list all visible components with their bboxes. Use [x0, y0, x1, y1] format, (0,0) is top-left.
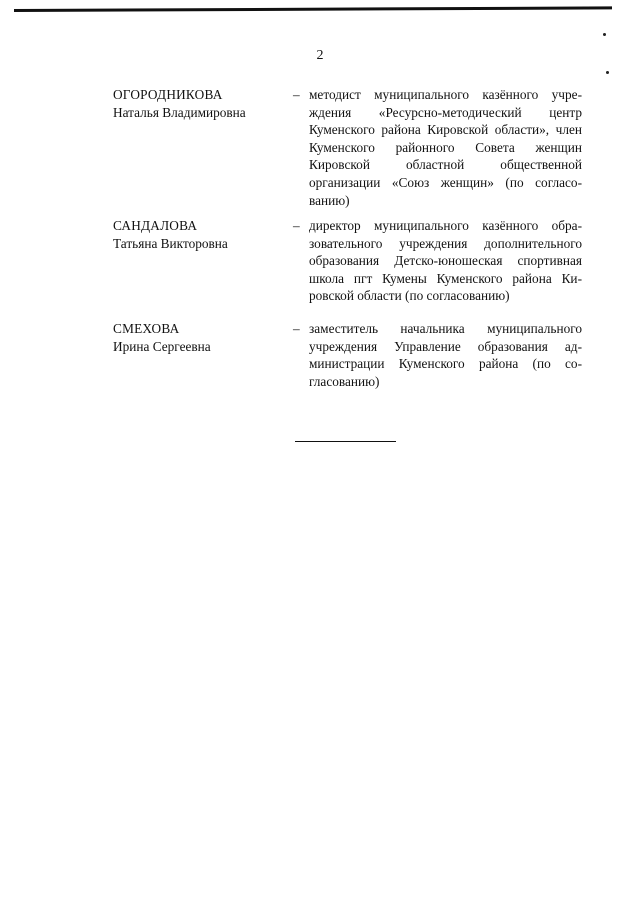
scan-speck [606, 71, 609, 74]
member-surname: САНДАЛОВА [113, 218, 198, 233]
member-position: методист муниципального казённого учреждения «Ресурсно-методический центр Куменского района Кировской области», член Куменского районного Совета женщин Кировской областной общественной организации «Союз женщин» (по согласованию) [309, 87, 582, 208]
member-given-names: Ирина Сергеевна [113, 338, 211, 354]
member-name [113, 217, 283, 252]
scan-speck [603, 33, 606, 36]
page-number: 2 [316, 48, 324, 63]
member-position: заместитель начальника муниципального учреждения Управление образования администрации Куменского района (по согласованию) [309, 321, 582, 389]
entry-dash: – [293, 321, 300, 336]
member-position: директор муниципального казённого образовательного учреждения дополнительного образования Детско-юношеская спортивная школа пгт Кумены Куменского района Кировской области (по согласованию) [309, 218, 582, 304]
entry-dash: – [293, 218, 300, 233]
entry-dash: – [293, 87, 300, 102]
member-surname: СМЕХОВА [113, 321, 180, 336]
member-given-names: Татьяна Викторовна [113, 235, 228, 251]
end-of-list-line [295, 441, 396, 442]
top-border-line [14, 6, 612, 12]
member-name [113, 86, 283, 121]
member-name [113, 320, 283, 355]
member-surname: ОГОРОДНИКОВА [113, 87, 223, 102]
member-given-names: Наталья Владимировна [113, 104, 246, 120]
